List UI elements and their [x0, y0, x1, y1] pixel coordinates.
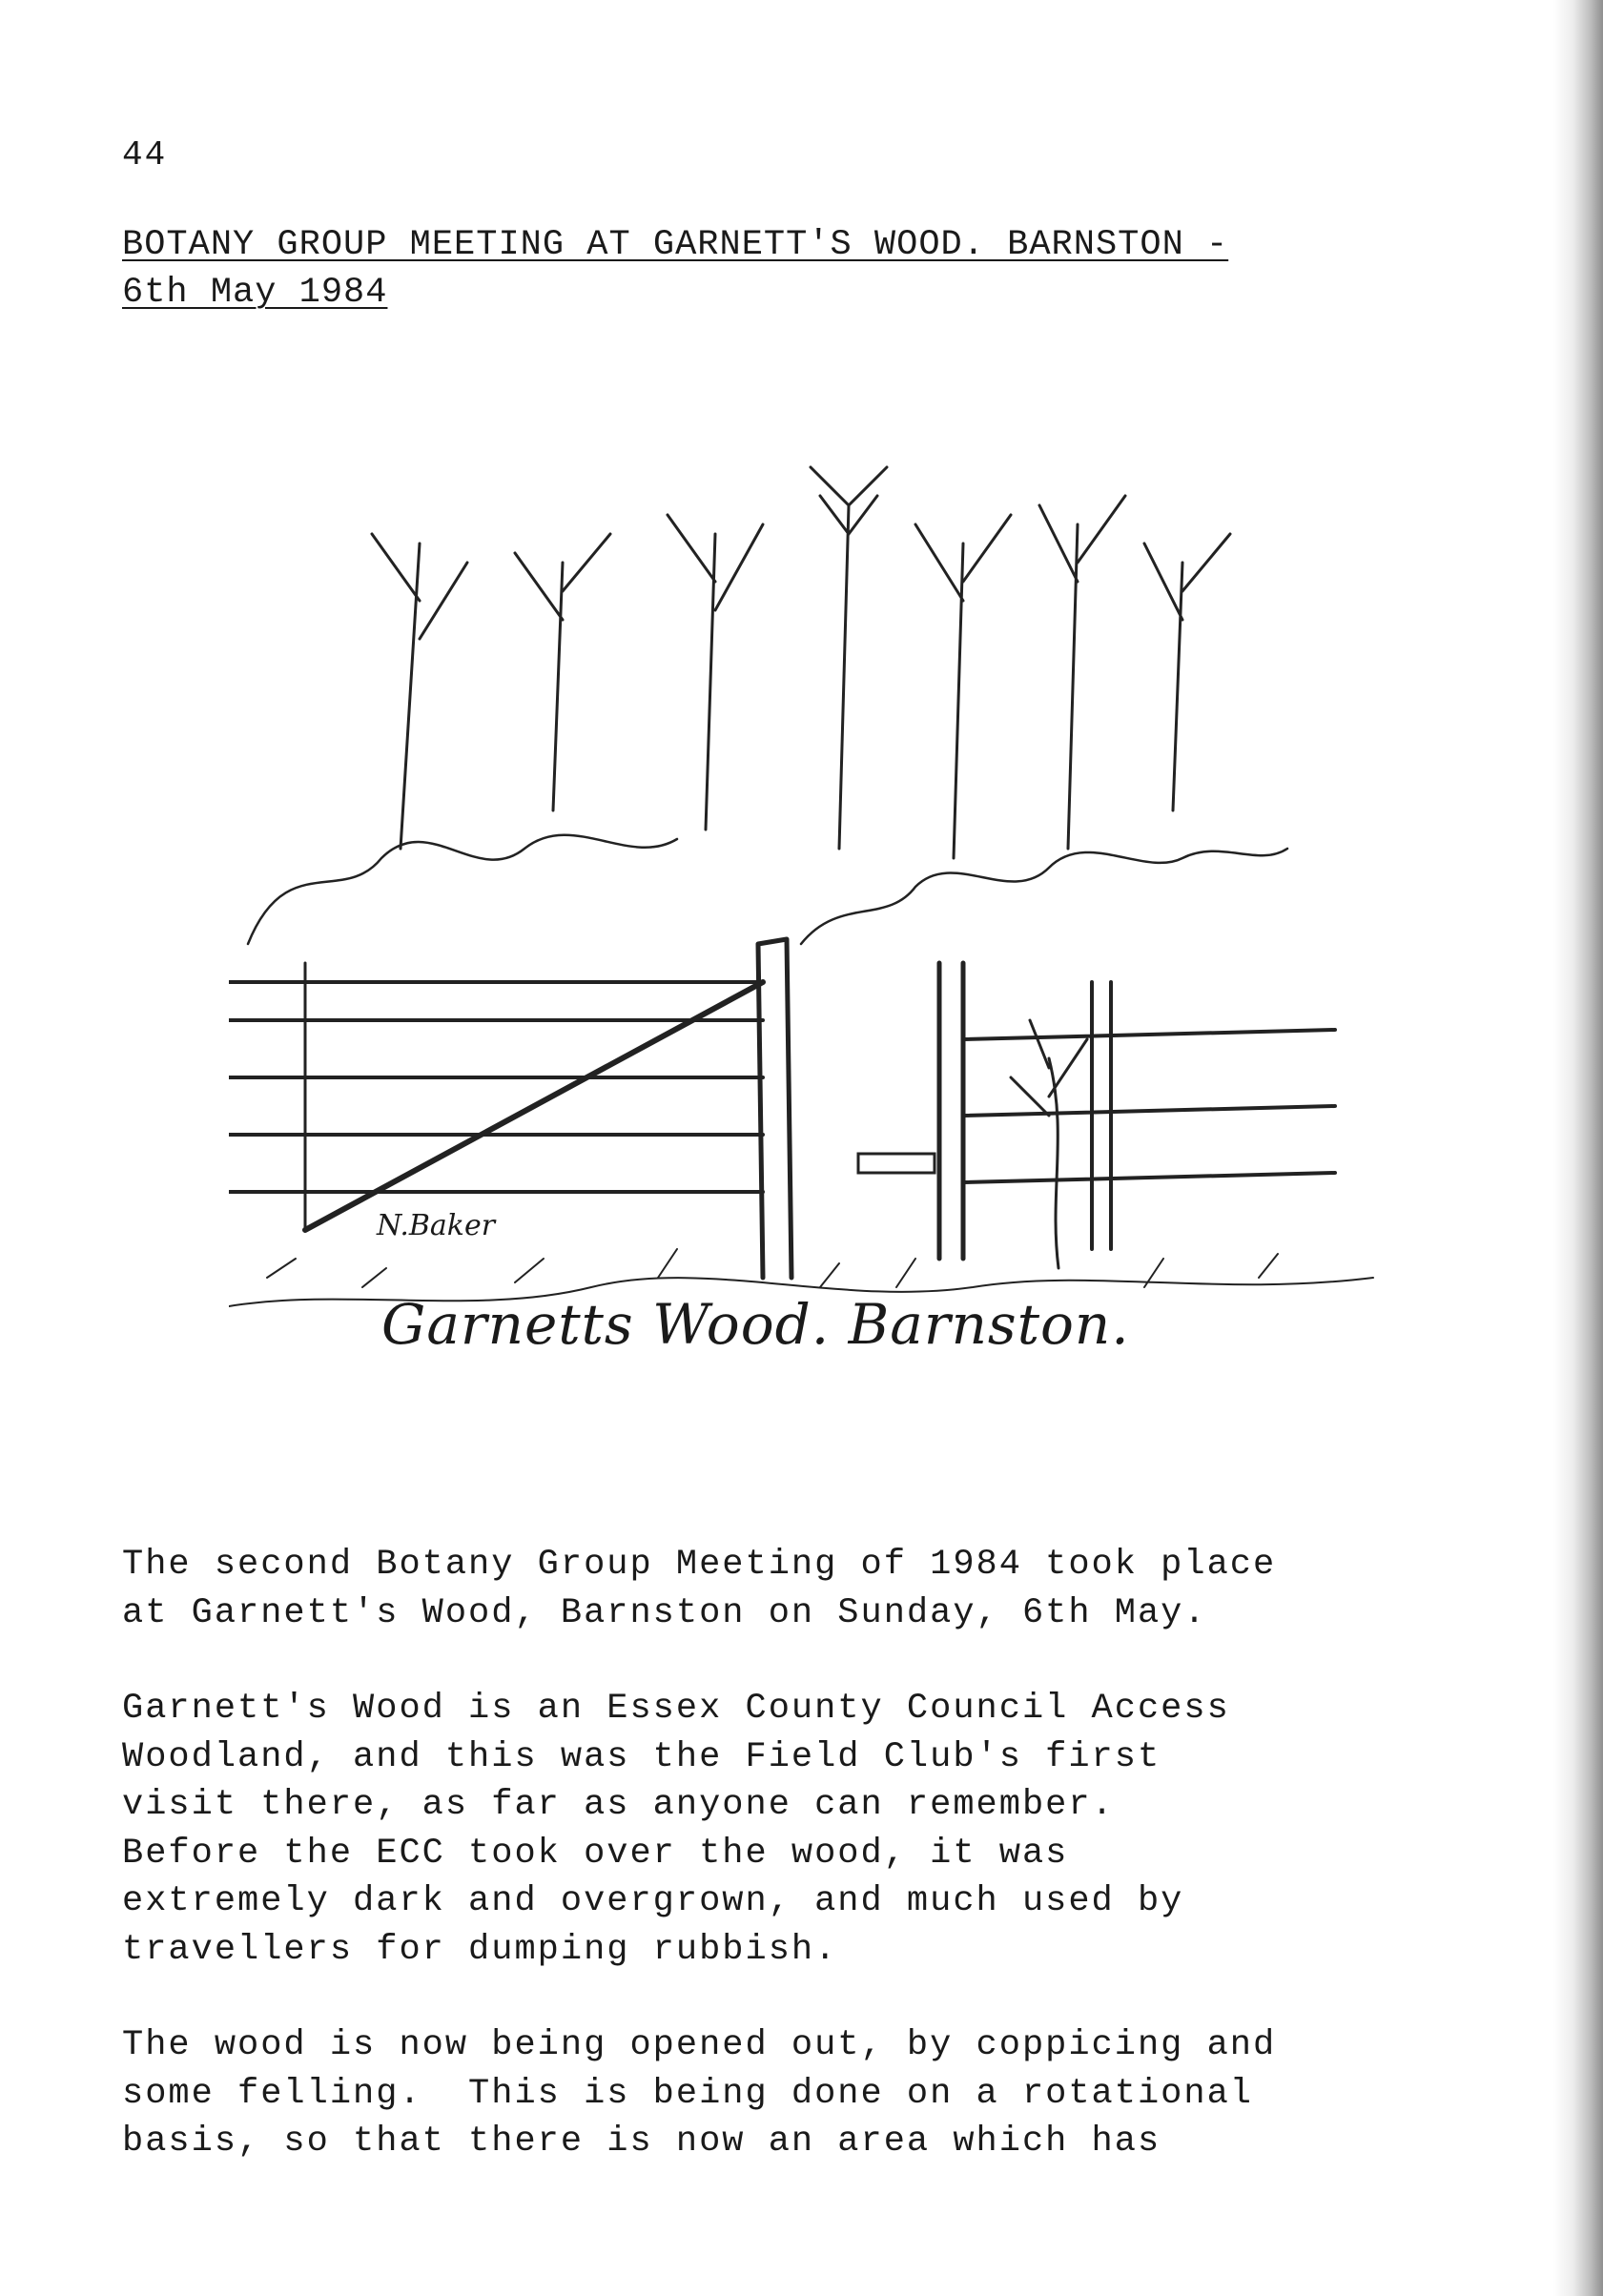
text-line: extremely dark and overgrown, and much used by [122, 1881, 1184, 1921]
text-line: travellers for dumping rubbish. [122, 1929, 838, 1970]
text-line: basis, so that there is now an area which has [122, 2122, 1161, 2162]
article-heading [122, 221, 1552, 317]
text-line: The wood is now being opened out, by coppicing and [122, 2025, 1277, 2065]
heading-line-2: 6th May 1984 [122, 273, 388, 313]
text-line: some felling. This is being done on a rotational [122, 2073, 1253, 2114]
page-number: 44 [122, 135, 168, 174]
illustration-caption: Garnetts Wood. Barnston. [381, 1292, 1130, 1357]
paragraph-2 [122, 1685, 1552, 1974]
artist-signature: N.Baker [377, 1209, 496, 1242]
text-line: Before the ECC took over the wood, it was [122, 1833, 1069, 1874]
text-line: at Garnett's Wood, Barnston on Sunday, 6th May. [122, 1592, 1207, 1633]
body-text [122, 1541, 1552, 2214]
heading-line-1: BOTANY GROUP MEETING AT GARNETT'S WOOD. BARNSTON - [122, 225, 1229, 265]
text-line: Garnett's Wood is an Essex County Council Access [122, 1689, 1230, 1729]
paragraph-3 [122, 2021, 1552, 2166]
page-edge-shadow [1553, 0, 1603, 2296]
paragraph-1 [122, 1541, 1552, 1637]
text-line: Woodland, and this was the Field Club's first [122, 1736, 1161, 1777]
text-line: visit there, as far as anyone can remember. [122, 1785, 1115, 1825]
text-line: The second Botany Group Meeting of 1984 took place [122, 1545, 1277, 1585]
